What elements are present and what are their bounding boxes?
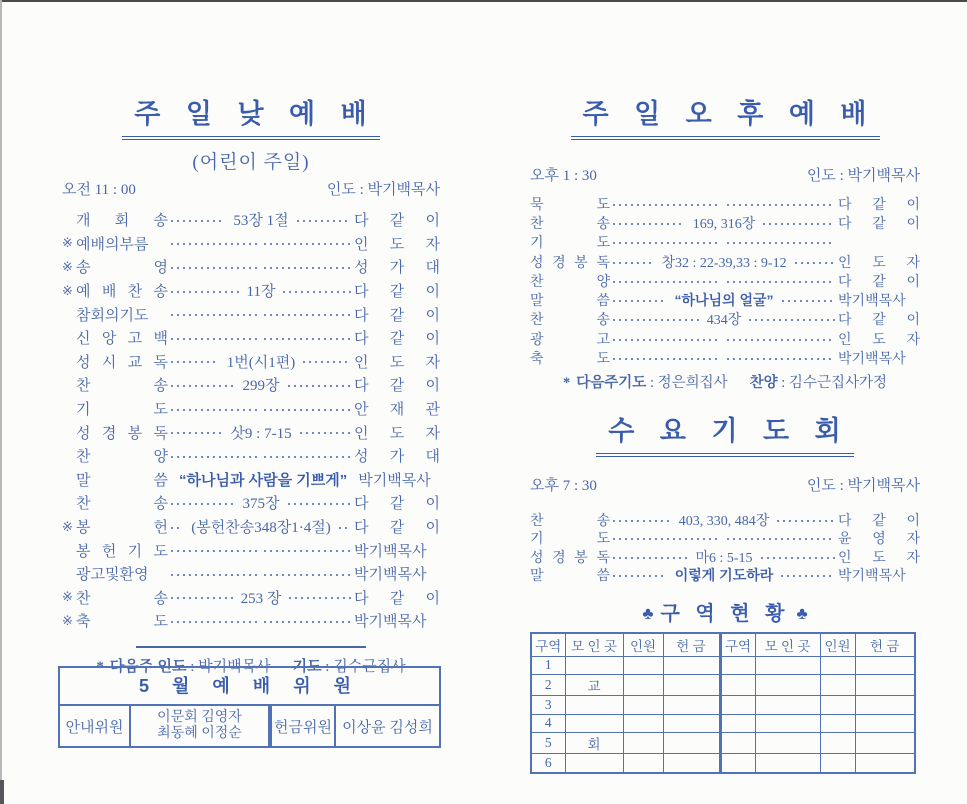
dot-leader <box>300 432 351 434</box>
district-number-cell <box>720 754 755 773</box>
service-time: 오후 7 : 30 <box>530 477 597 494</box>
dot-leader <box>613 557 687 559</box>
section-header <box>530 92 920 140</box>
note-value: : 정은희집사 <box>649 374 728 391</box>
service-item-label: 성 시 교 독 <box>76 354 168 371</box>
service-row <box>62 491 440 515</box>
district-number-cell <box>720 675 755 696</box>
service-item-label: 축 도 <box>530 352 610 368</box>
scan-mark-bottom-left <box>0 780 4 804</box>
service-row <box>530 566 920 585</box>
dot-leader <box>171 243 258 245</box>
service-row <box>62 279 440 303</box>
dot-leader <box>171 409 258 411</box>
service-row <box>62 420 440 444</box>
service-item-detail: 창32 : 22-39,33 : 9-12 <box>661 255 787 271</box>
col-header-place: 모 인 곳 <box>565 633 623 657</box>
dot-leader <box>171 291 239 293</box>
asterisk-mark: ※ <box>62 235 73 251</box>
service-row <box>530 290 920 309</box>
offering-role-cell: 헌금위원 <box>268 706 334 746</box>
club-suit-icon: ♣ <box>796 603 808 623</box>
service-item-label: 찬 양 <box>530 274 610 290</box>
dot-leader <box>613 319 699 321</box>
col-header-district: 구역 <box>720 633 755 657</box>
dot-leader <box>171 503 235 505</box>
service-item-performer: 인 도 자 <box>354 354 440 371</box>
offering-cell <box>855 675 915 696</box>
dot-leader <box>264 574 351 576</box>
dot-leader <box>264 338 351 340</box>
service-row <box>530 194 920 213</box>
note-value: : 김수근집사가정 <box>781 374 887 391</box>
service-order-list <box>62 208 440 633</box>
district-data-row <box>531 675 915 696</box>
service-item-performer: 인 도 자 <box>838 255 921 271</box>
service-item-label: 예 배 찬 송 <box>76 284 168 301</box>
note-key: 기도 <box>292 657 322 675</box>
service-leader: 인도 : 박기백목사 <box>326 182 440 198</box>
dot-leader <box>264 243 351 245</box>
service-item-performer: 인 도 자 <box>838 332 920 348</box>
dot-leader <box>171 432 222 434</box>
service-row <box>62 468 440 492</box>
count-cell <box>820 733 855 754</box>
section-header <box>62 92 440 140</box>
dot-leader <box>727 281 835 283</box>
service-item-label: 성 경 봉 독 <box>76 425 168 442</box>
service-item-performer: 박기백목사 <box>838 569 906 585</box>
service-item-performer: 다 같 이 <box>354 213 441 230</box>
service-item-label: 찬 송 <box>530 513 610 529</box>
service-item-performer: 다 같 이 <box>838 313 920 329</box>
service-item-label: 말 씀 <box>530 569 610 585</box>
district-number-cell <box>720 656 755 675</box>
col-header-count: 인원 <box>623 633 663 657</box>
service-item-label: 성 경 봉 독 <box>530 255 610 271</box>
district-number-cell: 2 <box>531 675 565 696</box>
count-cell <box>820 675 855 696</box>
club-suit-icon: ♣ <box>642 603 654 623</box>
usher-names-cell <box>129 706 268 746</box>
offering-cell <box>663 675 720 696</box>
district-status-block <box>530 597 920 774</box>
place-cell <box>755 754 820 773</box>
place-cell <box>755 675 820 696</box>
col-header-district: 구역 <box>531 633 565 657</box>
place-cell <box>755 714 820 733</box>
col-header-offering: 헌 금 <box>663 633 720 657</box>
service-item-label: 묵 도 <box>530 197 610 213</box>
dot-leader <box>171 338 258 340</box>
service-row <box>530 329 920 348</box>
dot-leader <box>613 358 721 360</box>
service-time: 오후 1 : 30 <box>530 168 597 184</box>
service-item-detail: 434장 <box>706 313 742 329</box>
service-item-label: 찬 송 <box>76 590 168 607</box>
service-row <box>62 326 440 350</box>
service-row <box>530 271 920 290</box>
offering-cell <box>663 714 720 733</box>
service-row <box>530 348 920 367</box>
service-item-detail: 이렇게 기도하라 <box>674 567 774 584</box>
dot-leader <box>613 538 721 540</box>
service-item-label: 광 고 <box>530 332 610 348</box>
section-title: 주 일 오 후 예 배 <box>571 92 880 140</box>
service-item-label: 말 씀 <box>76 472 168 489</box>
service-item-performer: 박기백목사 <box>354 614 427 631</box>
dot-leader <box>613 575 667 577</box>
service-item-performer: 다 같 이 <box>354 284 440 301</box>
scan-edge-top <box>0 0 967 2</box>
divider-rule <box>136 646 366 648</box>
committee-table-row <box>60 706 439 746</box>
dot-leader <box>171 220 225 222</box>
service-item-label: 신 앙 고 백 <box>76 331 168 348</box>
service-item-label: 개 회 송 <box>76 213 168 230</box>
dot-leader <box>264 314 351 316</box>
service-row <box>62 397 440 421</box>
service-item-performer: 박기백목사 <box>354 543 427 560</box>
service-order-list <box>530 194 920 368</box>
note-key: 다음주 인도 <box>109 657 187 675</box>
dot-leader <box>761 557 835 559</box>
dot-leader <box>171 621 258 623</box>
service-row <box>62 208 440 232</box>
dot-leader <box>613 262 653 264</box>
offering-cell <box>855 696 915 715</box>
district-number-cell <box>720 714 755 733</box>
service-item-label: 찬 송 <box>530 216 610 232</box>
service-item-performer: 성 가 대 <box>354 260 440 277</box>
place-cell <box>755 733 820 754</box>
service-row <box>62 373 440 397</box>
asterisk-mark: ※ <box>62 258 73 274</box>
note-key: 찬양 <box>749 374 778 391</box>
service-item-performer: 다 같 이 <box>354 590 440 607</box>
service-row <box>62 538 440 562</box>
district-data-row <box>531 754 915 773</box>
section-title: 주 일 낮 예 배 <box>122 92 379 140</box>
service-item-detail: 삿9 : 7-15 <box>230 425 292 442</box>
right-column <box>530 92 920 774</box>
scan-edge-left <box>0 0 2 804</box>
dot-leader <box>613 300 666 302</box>
service-item-performer: 다 같 이 <box>354 331 440 348</box>
offering-cell <box>855 754 915 773</box>
service-item-performer: 다 같 이 <box>838 274 920 290</box>
service-item-label: 기 도 <box>530 532 610 548</box>
section-title: 수 요 기 도 회 <box>596 409 853 457</box>
dot-leader <box>171 361 219 363</box>
note-mark: * <box>96 658 104 675</box>
col-header-place: 모 인 곳 <box>755 633 820 657</box>
service-row <box>530 310 920 329</box>
service-item-detail: 53장 1절 <box>233 213 289 230</box>
col-header-offering: 헌 금 <box>855 633 915 657</box>
service-item-label: 참회의기도 <box>76 307 149 324</box>
district-number-cell: 1 <box>531 656 565 675</box>
service-item-performer: 안 재 관 <box>354 402 440 419</box>
service-item-detail: 403, 330, 484장 <box>678 513 770 529</box>
service-row <box>62 302 440 326</box>
count-cell <box>820 714 855 733</box>
dot-leader <box>283 291 351 293</box>
section-subtitle: (어린이 주일) <box>192 152 310 173</box>
time-leader-row <box>530 474 920 495</box>
service-item-detail: 299장 <box>242 378 280 395</box>
count-cell <box>623 656 663 675</box>
dot-leader <box>795 262 835 264</box>
asterisk-mark: ※ <box>62 282 73 298</box>
dot-leader <box>613 242 721 244</box>
service-item-performer: 윤 영 자 <box>838 532 920 548</box>
service-item-label: 찬 송 <box>76 496 168 513</box>
district-data-row <box>531 714 915 733</box>
service-item-performer: 박기백목사 <box>354 567 427 584</box>
district-table-title <box>530 597 920 626</box>
service-item-label: 말 씀 <box>530 294 610 310</box>
offering-cell <box>663 696 720 715</box>
offering-cell <box>663 656 720 675</box>
service-row <box>530 252 920 271</box>
offering-cell <box>855 733 915 754</box>
service-item-label: 찬 송 <box>76 378 168 395</box>
dot-leader <box>763 223 835 225</box>
service-row <box>530 548 920 567</box>
service-item-detail: 169, 316장 <box>692 216 756 232</box>
service-item-label: 봉 헌 기 도 <box>76 543 168 560</box>
dot-leader <box>264 267 351 269</box>
asterisk-mark: ※ <box>62 612 73 628</box>
service-item-performer: 다 같 이 <box>354 496 440 513</box>
service-time: 오전 11 : 00 <box>62 182 136 198</box>
dot-leader <box>288 503 352 505</box>
offering-cell <box>855 656 915 675</box>
service-row <box>62 586 440 610</box>
asterisk-mark: ※ <box>62 589 73 605</box>
place-cell <box>565 656 623 675</box>
count-cell <box>820 696 855 715</box>
service-item-detail: “하나님과 사람을 기쁘게” <box>179 471 348 489</box>
district-status-table <box>530 632 916 774</box>
service-item-detail: (봉헌찬송348장1·4절) <box>191 520 331 537</box>
place-cell <box>755 656 820 675</box>
offering-cell <box>663 733 720 754</box>
dot-leader <box>264 409 351 411</box>
service-item-performer: 다 같 이 <box>838 197 920 213</box>
service-item-performer: 박기백목사 <box>838 294 906 310</box>
dot-leader <box>727 242 835 244</box>
district-header-row <box>531 633 915 657</box>
service-leader: 인도 : 박기백목사 <box>806 477 920 494</box>
committee-table-title: 5 월 예 배 위 원 <box>60 668 439 706</box>
district-number-cell <box>720 696 755 715</box>
dot-leader <box>749 319 835 321</box>
service-row <box>530 233 920 252</box>
note-value: : 박기백목사 <box>190 658 271 675</box>
service-row <box>62 350 440 374</box>
dot-leader <box>264 621 351 623</box>
service-row <box>62 444 440 468</box>
dot-leader <box>264 550 351 552</box>
service-item-label: 축 도 <box>76 614 168 631</box>
offering-cell <box>855 714 915 733</box>
service-item-label: 기 도 <box>530 236 610 252</box>
count-cell <box>820 656 855 675</box>
service-item-detail: 마6 : 5-15 <box>695 550 753 566</box>
count-cell <box>623 714 663 733</box>
service-item-performer: 성 가 대 <box>354 449 440 466</box>
dot-leader <box>727 339 835 341</box>
dot-leader <box>303 361 351 363</box>
service-item-label: 광고및환영 <box>76 567 149 584</box>
usher-names-line2: 최동혜 이정순 <box>157 726 242 741</box>
service-row <box>530 213 920 232</box>
service-leader: 인도 : 박기백목사 <box>806 168 920 184</box>
service-item-label: 봉 헌 <box>76 520 168 537</box>
dot-leader <box>297 220 351 222</box>
dot-leader <box>613 520 671 522</box>
dot-leader <box>171 574 258 576</box>
dot-leader <box>727 358 835 360</box>
may-worship-committee-table <box>58 666 441 748</box>
district-data-row <box>531 733 915 754</box>
service-item-performer: 인 도 자 <box>354 425 440 442</box>
place-cell <box>565 696 623 715</box>
service-item-performer: 인 도 자 <box>838 550 921 566</box>
district-data-row <box>531 696 915 715</box>
asterisk-mark: ※ <box>62 518 73 534</box>
district-title-text: 구 역 현 황 <box>660 602 790 625</box>
sunday-day-worship-section <box>62 92 440 676</box>
service-row <box>530 529 920 548</box>
col-header-count: 인원 <box>820 633 855 657</box>
dot-leader <box>171 456 258 458</box>
count-cell <box>820 754 855 773</box>
service-item-performer: 박기백목사 <box>838 352 906 368</box>
district-number-cell <box>720 733 755 754</box>
offering-names-cell: 이상윤 김성희 <box>334 706 439 746</box>
service-item-performer: 다 같 이 <box>838 216 920 232</box>
service-item-performer: 다 같 이 <box>354 378 440 395</box>
place-cell <box>565 754 623 773</box>
service-item-performer: 박기백목사 <box>358 472 431 489</box>
service-row <box>62 609 440 633</box>
service-item-performer: 다 같 이 <box>354 520 440 537</box>
dot-leader <box>727 204 835 206</box>
dot-leader <box>171 385 235 387</box>
service-item-label: 찬 양 <box>76 449 168 466</box>
service-row <box>530 511 920 530</box>
dot-leader <box>171 597 233 599</box>
note-key: 다음주기도 <box>576 374 647 391</box>
service-item-detail: 11장 <box>246 284 276 301</box>
service-item-label: 송 영 <box>76 260 168 277</box>
dot-leader <box>781 575 835 577</box>
service-item-detail: “하나님의 얼굴” <box>674 292 774 309</box>
service-order-list <box>530 511 920 585</box>
service-item-detail: 375장 <box>242 496 280 513</box>
place-cell <box>755 696 820 715</box>
place-cell: 회 <box>565 733 623 754</box>
service-row <box>62 232 440 256</box>
service-item-label: 찬 송 <box>530 313 610 329</box>
dot-leader <box>171 267 258 269</box>
dot-leader <box>613 204 721 206</box>
count-cell <box>623 675 663 696</box>
service-item-performer: 다 같 이 <box>354 307 440 324</box>
service-item-performer: 인 도 자 <box>354 236 440 253</box>
service-row <box>62 562 440 586</box>
dot-leader <box>727 538 835 540</box>
dot-leader <box>171 314 258 316</box>
dot-leader <box>171 527 183 529</box>
service-item-detail: 1번(시1편) <box>226 354 296 371</box>
offering-cell <box>663 754 720 773</box>
place-cell <box>565 714 623 733</box>
district-number-cell: 4 <box>531 714 565 733</box>
dot-leader <box>171 550 258 552</box>
dot-leader <box>288 385 352 387</box>
time-leader-row <box>530 164 920 185</box>
dot-leader <box>339 527 351 529</box>
count-cell <box>623 733 663 754</box>
time-leader-row <box>62 178 440 199</box>
next-week-note <box>530 371 920 392</box>
note-value: : 김수근집사 <box>325 658 406 675</box>
count-cell <box>623 696 663 715</box>
dot-leader <box>613 223 685 225</box>
service-item-detail: 253 장 <box>240 590 282 607</box>
dot-leader <box>264 456 351 458</box>
usher-names-line1: 이문회 김영자 <box>157 710 242 725</box>
dot-leader <box>613 339 721 341</box>
service-row <box>62 255 440 279</box>
dot-leader <box>777 520 835 522</box>
place-cell: 교 <box>565 675 623 696</box>
district-number-cell: 3 <box>531 696 565 715</box>
usher-role-cell: 안내위원 <box>65 719 124 736</box>
dot-leader <box>613 281 721 283</box>
district-data-row <box>531 656 915 675</box>
service-item-label: 성 경 봉 독 <box>530 550 610 566</box>
service-item-performer: 다 같 이 <box>838 513 920 529</box>
note-mark: * <box>563 374 571 391</box>
service-item-label: 기 도 <box>76 402 168 419</box>
district-number-cell: 6 <box>531 754 565 773</box>
dot-leader <box>782 300 835 302</box>
service-row <box>62 515 440 539</box>
service-item-label: 예배의부름 <box>76 236 149 253</box>
count-cell <box>623 754 663 773</box>
section-header <box>530 409 920 457</box>
dot-leader <box>289 597 351 599</box>
district-number-cell: 5 <box>531 733 565 754</box>
